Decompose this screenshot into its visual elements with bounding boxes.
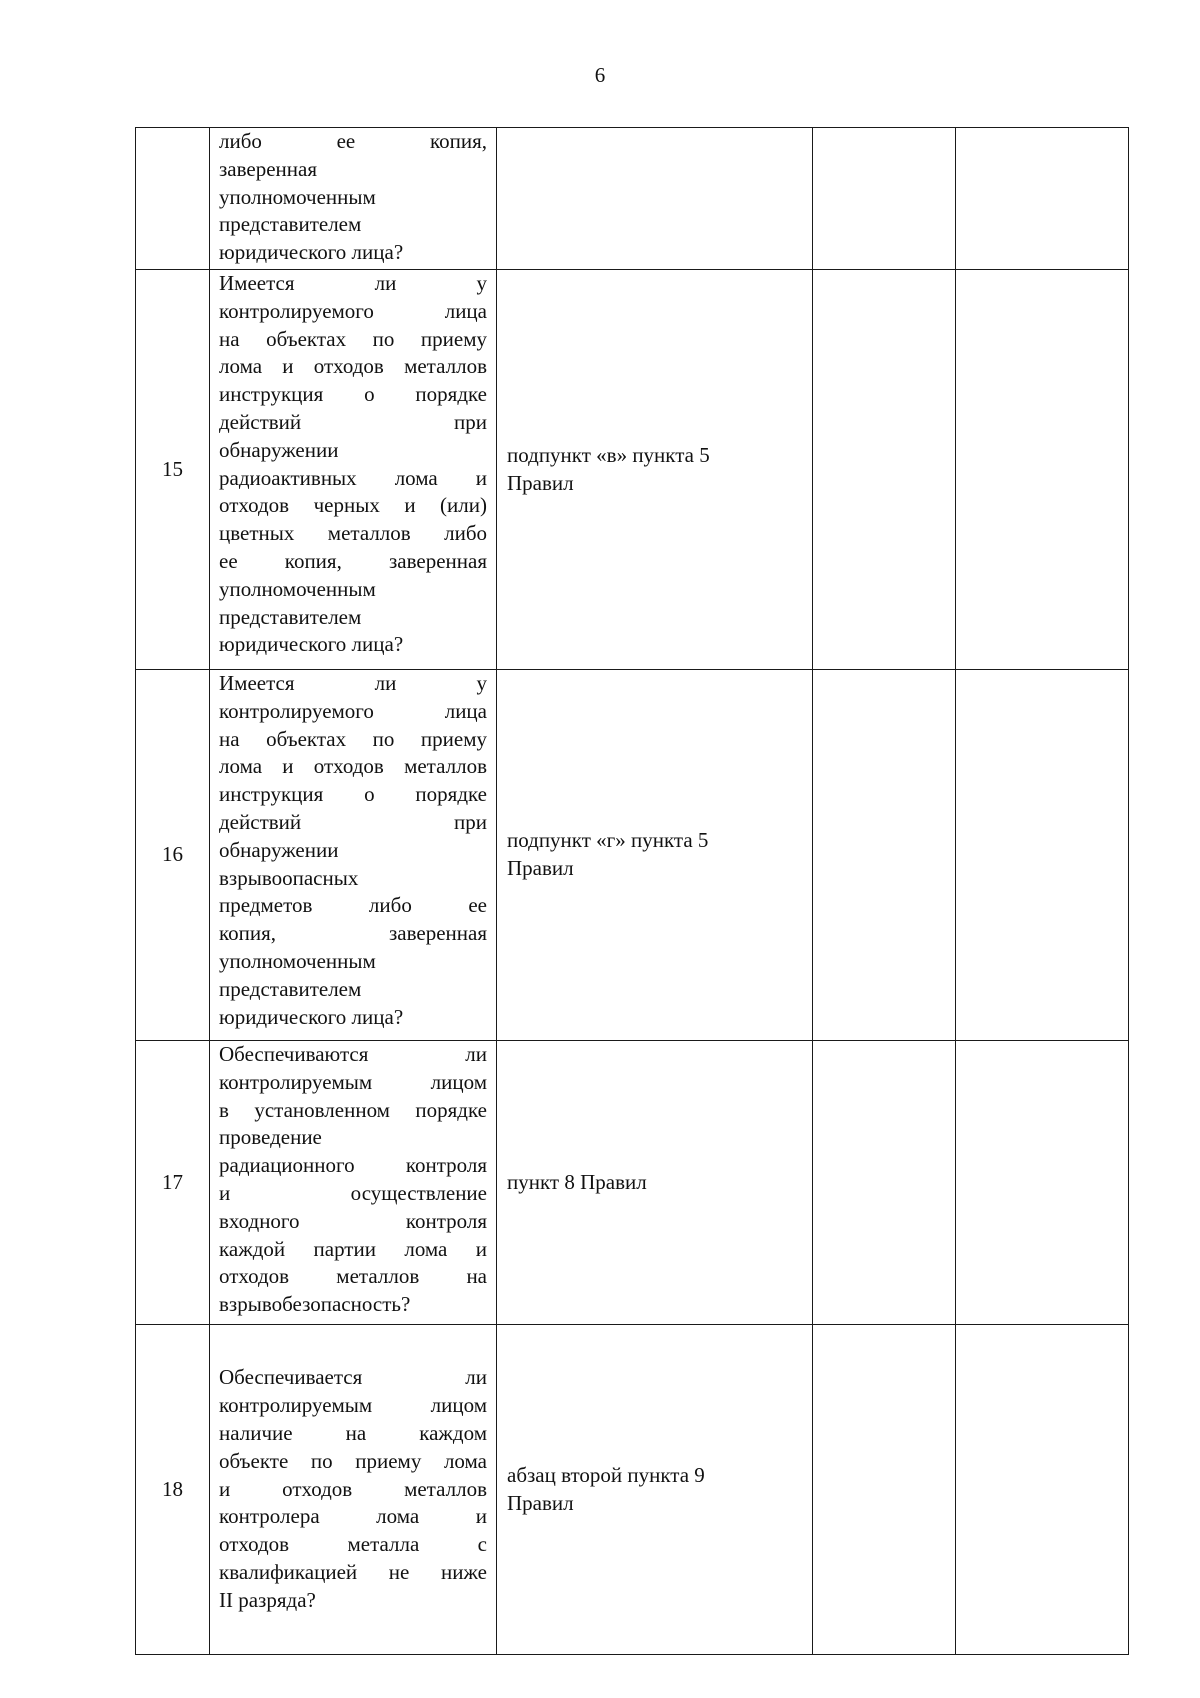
question-line: квалификацией не ниже <box>219 1559 487 1584</box>
question-cell <box>210 270 497 670</box>
question-line: юридического лица? <box>219 1004 404 1029</box>
requirement-reference-line: подпункт «в» пункта 5 <box>507 442 710 467</box>
question-line: действий при <box>219 409 487 434</box>
question-cell <box>210 670 497 1041</box>
question-line: объекте по приему лома <box>219 1448 487 1473</box>
question-line: контролируемым лицом <box>219 1069 487 1094</box>
question-line: представителем <box>219 604 362 629</box>
question-line: наличие на каждом <box>219 1421 487 1445</box>
checklist-table <box>135 127 1129 1655</box>
answer-cell <box>813 1325 956 1655</box>
question-line: действий при <box>219 809 487 834</box>
table-row <box>136 1041 1129 1325</box>
question-line: на объектах по приему <box>219 326 487 351</box>
question-line: цветных металлов либо <box>219 521 487 546</box>
table-row <box>136 128 1129 270</box>
question-line: контролируемого лица <box>219 298 487 323</box>
question-line: уполномоченным <box>219 184 376 209</box>
question-line: обнаружении <box>219 437 339 462</box>
question-line: копия, заверенная <box>219 921 487 946</box>
question-line: Обеспечивается ли <box>219 1365 487 1390</box>
page-number: 6 <box>594 63 606 87</box>
answer-cell <box>813 670 956 1041</box>
question-line: II разряда? <box>219 1587 316 1612</box>
question-line: обнаружении <box>219 837 339 862</box>
question-line: радиоактивных лома и <box>219 465 487 490</box>
question-line: радиационного контроля <box>219 1153 487 1178</box>
row-number: 17 <box>136 1041 210 1325</box>
question-line: в установленном порядке <box>219 1097 487 1122</box>
question-cell <box>210 1325 497 1655</box>
question-line: ее копия, заверенная <box>219 548 487 573</box>
row-number <box>136 128 210 270</box>
question-line: инструкция о порядке <box>219 782 487 807</box>
note-cell <box>956 128 1129 270</box>
question-line: юридического лица? <box>219 240 404 265</box>
question-cell <box>210 128 497 270</box>
question-line: Имеется ли у <box>219 671 487 695</box>
question-line: взрывоопасных <box>219 865 359 890</box>
requirement-reference-line: пункт 8 Правил <box>507 1169 647 1194</box>
requirement-reference-line: Правил <box>507 1490 574 1515</box>
question-cell <box>210 1041 497 1325</box>
question-line: представителем <box>219 212 362 237</box>
question-line: и осуществление <box>219 1180 487 1205</box>
question-line: предметов либо ее <box>219 893 487 918</box>
question-line: юридического лица? <box>219 632 404 657</box>
requirement-reference-line: Правил <box>507 470 574 495</box>
question-line: входного контроля <box>219 1208 487 1233</box>
row-number: 16 <box>136 670 210 1041</box>
question-line: на объектах по приему <box>219 726 487 751</box>
requirement-reference-cell <box>497 128 813 270</box>
question-line: отходов черных и (или) <box>219 493 487 518</box>
question-line: контролируемым лицом <box>219 1393 487 1418</box>
requirement-reference-line: Правил <box>507 856 574 880</box>
question-line: Обеспечиваются ли <box>219 1042 487 1066</box>
question-line: представителем <box>219 976 362 1001</box>
requirement-reference-line: подпункт «г» пункта 5 <box>507 828 709 853</box>
note-cell <box>956 1041 1129 1325</box>
answer-cell <box>813 128 956 270</box>
table-body <box>136 128 1129 1655</box>
question-line: уполномоченным <box>219 576 376 601</box>
question-line: лома и отходов металлов <box>219 354 487 379</box>
requirement-reference-cell <box>497 270 813 670</box>
table-row <box>136 270 1129 670</box>
question-line: и отходов металлов <box>219 1476 487 1501</box>
question-line: уполномоченным <box>219 948 376 973</box>
question-line: либо ее копия, <box>219 129 487 153</box>
note-cell <box>956 670 1129 1041</box>
question-line: отходов металла с <box>219 1532 487 1557</box>
requirement-reference-cell <box>497 1041 813 1325</box>
question-line: заверенная <box>219 156 318 181</box>
question-line: отходов металлов на <box>219 1264 487 1289</box>
question-line: Имеется ли у <box>219 271 487 295</box>
table-row <box>136 1325 1129 1655</box>
question-line: контролируемого лица <box>219 698 487 723</box>
requirement-reference-line: абзац второй пункта 9 <box>507 1462 705 1487</box>
row-number: 18 <box>136 1325 210 1655</box>
answer-cell <box>813 1041 956 1325</box>
question-line: инструкция о порядке <box>219 382 487 407</box>
question-line: контролера лома и <box>219 1504 487 1529</box>
question-line: каждой партии лома и <box>219 1236 487 1261</box>
table-row <box>136 670 1129 1041</box>
row-number: 15 <box>136 270 210 670</box>
note-cell <box>956 270 1129 670</box>
note-cell <box>956 1325 1129 1655</box>
question-line: взрывобезопасность? <box>219 1292 411 1317</box>
requirement-reference-cell <box>497 1325 813 1655</box>
question-line: лома и отходов металлов <box>219 754 487 779</box>
requirement-reference-cell <box>497 670 813 1041</box>
answer-cell <box>813 270 956 670</box>
question-line: проведение <box>219 1125 322 1150</box>
